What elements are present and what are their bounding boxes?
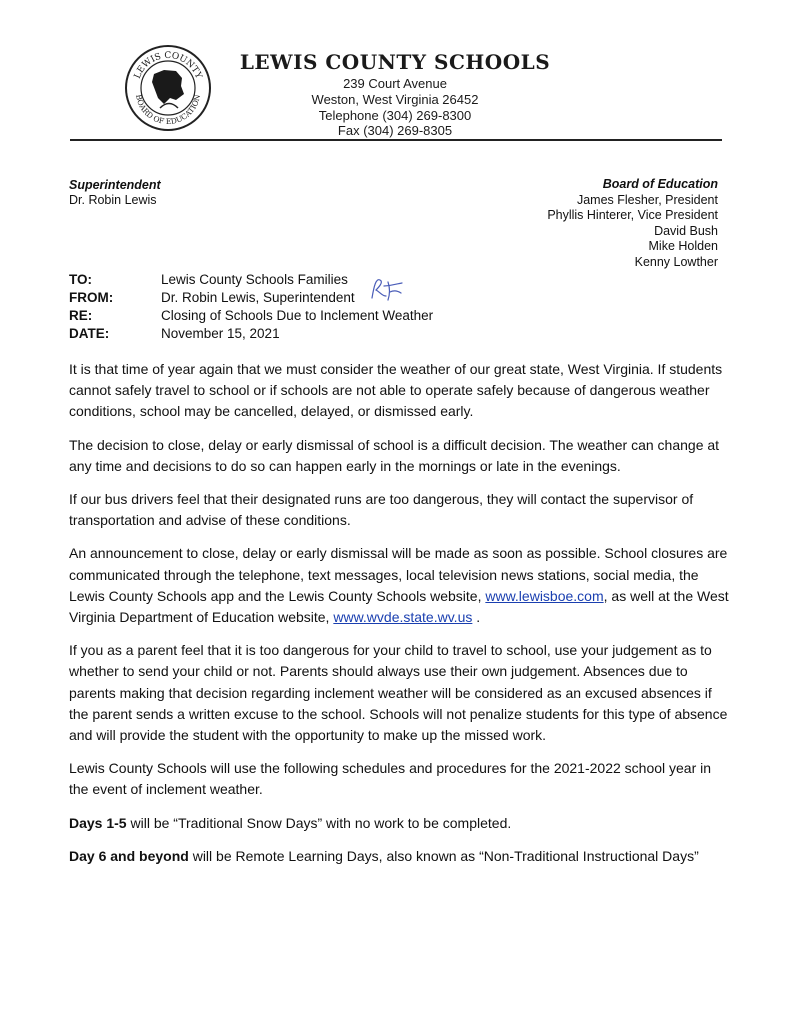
superintendent-name: Dr. Robin Lewis: [69, 193, 157, 207]
memo-date: November 15, 2021: [161, 326, 280, 341]
memo-from-label: FROM:: [69, 290, 114, 305]
paragraph: If our bus drivers feel that their designated runs are too dangerous, they will contact the supervisor of transportation and advise of these conditions.: [69, 491, 694, 529]
memo-to-label: TO:: [69, 272, 92, 287]
seal-bottom-text: BOARD OF EDUCATION: [134, 93, 202, 127]
paragraph: Lewis County Schools will use the following schedules and procedures for the 2021-2022 school year in the event of inclement weather.: [69, 760, 712, 798]
memo-from: Dr. Robin Lewis, Superintendent: [161, 290, 355, 305]
board-member: Phyllis Hinterer, Vice President: [547, 208, 718, 223]
paragraph: [69, 543, 729, 628]
wvde-link[interactable]: www.wvde.state.wv.us: [333, 609, 473, 626]
org-name: LEWIS COUNTY SCHOOLS: [239, 50, 551, 74]
org-address: 239 Court Avenue: [343, 76, 447, 91]
paragraph: [69, 813, 729, 834]
days-1-5-label: Days 1-5: [69, 814, 127, 831]
superintendent-title: Superintendent: [69, 178, 161, 192]
org-city-state: Weston, West Virginia 26452: [311, 92, 479, 107]
county-seal-logo: [124, 44, 212, 132]
paragraph: If you as a parent feel that it is too dangerous for your child to travel to school, use your judgement as to whether to send your child or not. Parents should always use their own judgement. Absences due to parents making that decision regarding inclement weather will be considered as an excused absences if the parent sends a written excuse to the school. Schools will not penalize students for this type of absence and will provide the student with the opportunity to make up the missed work.: [69, 642, 728, 744]
org-fax: Fax (304) 269-8305: [337, 123, 453, 138]
org-telephone: Telephone (304) 269-8300: [318, 108, 472, 123]
board-of-education: [547, 177, 718, 271]
signature-initials: [368, 274, 406, 302]
paragraph-text: .: [472, 609, 481, 626]
day-6-label: Day 6 and beyond: [69, 847, 189, 864]
paragraph: It is that time of year again that we must consider the weather of our great state, West Virginia. If students cannot safely travel to school or if schools are not able to operate safely because of dangerous weather conditions, school may be cancelled, delayed, or dismissed early.: [69, 361, 723, 420]
memo-re-label: RE:: [69, 308, 93, 323]
letterhead-divider: [70, 139, 722, 141]
paragraph-text: will be Remote Learning Days, also known as “Non-Traditional Instructional Days”: [188, 847, 699, 864]
paragraph-text: , as well at the West Virginia Department of Education website,: [69, 587, 729, 626]
memo-date-label: DATE:: [69, 326, 110, 341]
seal-top-text: LEWIS COUNTY: [132, 50, 204, 81]
lewisboe-link[interactable]: www.lewisboe.com: [485, 587, 604, 604]
board-title: Board of Education: [602, 177, 718, 191]
memo-re: Closing of Schools Due to Inclement Weather: [161, 308, 434, 323]
board-member: David Bush: [654, 223, 718, 238]
board-member: James Flesher, President: [576, 192, 718, 207]
paragraph-text: will be “Traditional Snow Days” with no work to be completed.: [126, 814, 512, 831]
paragraph: [69, 846, 729, 867]
paragraph: The decision to close, delay or early dismissal of school is a difficult decision. The weather can change at any time and decisions to do so can happen early in the mornings or late in the evenings.: [69, 436, 720, 474]
letter-body: [69, 359, 729, 879]
board-member: Mike Holden: [648, 239, 718, 254]
memo-to: Lewis County Schools Families: [161, 272, 348, 287]
board-member: Kenny Lowther: [634, 254, 718, 269]
paragraph-text: An announcement to close, delay or early dismissal will be made as soon as possible. School closures are communicated through the telephone, text messages, local television news stations, social media, the Lewis County Schools app and the Lewis County Schools website,: [69, 545, 728, 604]
